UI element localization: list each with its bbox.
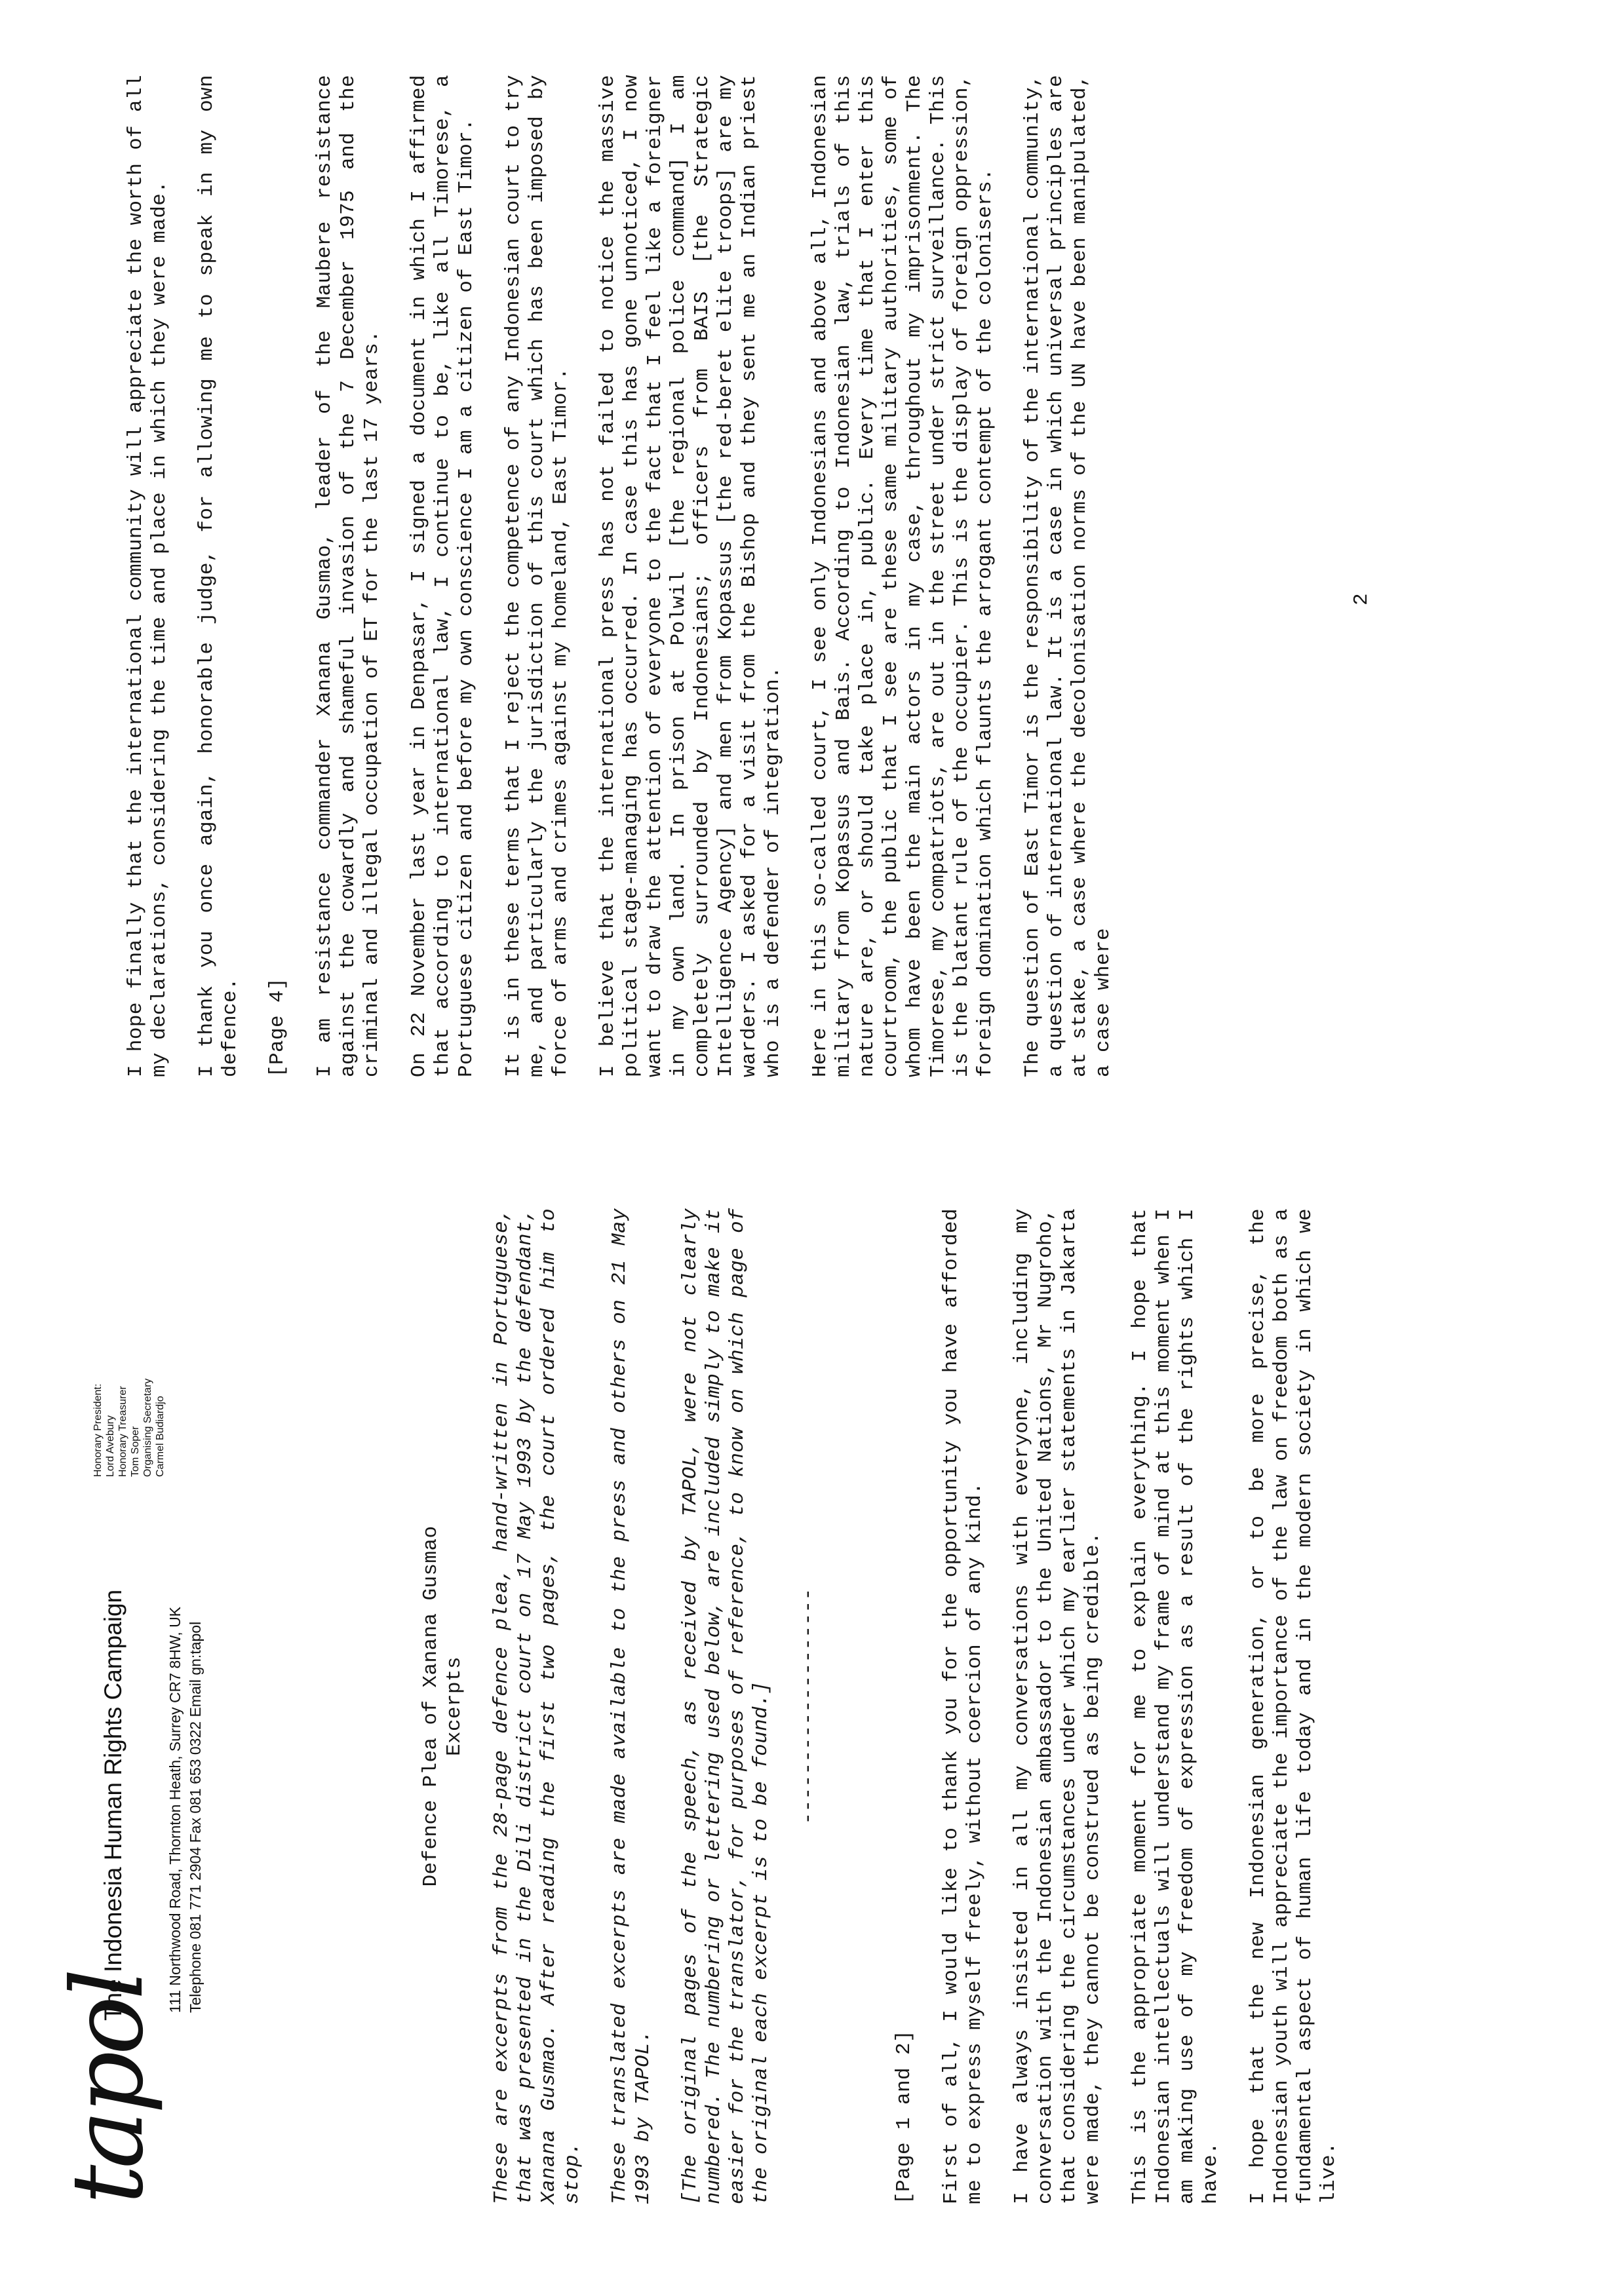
officer-line: Organising Secretary <box>142 1378 153 1477</box>
body-paragraph: I am resistance commander Xanana Gusmao, leader of the Maubere resistance against the cowardly and shameful invasion of the 7 December 1975 and the criminal and illegal occupation of ET for the last 17 years. <box>313 75 383 1077</box>
section-label: [Page 1 and 2] <box>893 2029 916 2204</box>
address-line: 111 Northwood Road, Thornton Heath, Surrey CR7 8HW, UK <box>166 1606 184 2013</box>
intro-paragraph: These translated excerpts are made available to the press and others on 21 May 1993 by TAPOL. <box>608 1208 655 2204</box>
body-paragraph: I hope that the new Indonesian generation, or to be more precise, the Indonesian youth will appreciate the importance of the law on freedom both as a fundamental aspect of human life today and in the modern society in which we live. <box>1247 1208 1340 2204</box>
officer-line: Tom Soper <box>130 1426 141 1477</box>
intro-paragraph: [The original pages of the speech, as received by TAPOL, were not clearly numbered. The numbering or lettering used below, are included simply to make it easier for the translator, for purposes of reference, to know on which page of the original each excerpt is to be found.] <box>679 1208 773 2204</box>
organisation-address <box>165 1607 206 2013</box>
body-paragraph: Here in this so-called court, I see only Indonesians and above all, Indonesian military from Kopassus and Bais. According to Indonesian law, trials of this nature are, or should take place in, public. Every time that I enter this courtroom, the public that I see are these same military authorities, some of whom have been the main actors in my case, throughout my imprisonment. The Timorese, my compatriots, are out in the street under strict surveillance. This is the blatant rule of the occupier. This is the display of foreign oppression, foreign domination which flaunts the arrogant contempt of the colonisers. <box>809 75 997 1077</box>
document-title-block <box>419 1208 467 2204</box>
officer-line: Lord Avebury <box>105 1415 116 1477</box>
intro-paragraph: These are excerpts from the 28-page defence plea, hand-written in Portuguese, that was presented in the Dili district court on 17 May 1993 by the defendant, Xanana Gusmao. After reading the first two pages, the court ordered him to stop. <box>490 1208 584 2204</box>
officer-line: Carmel Budiardjo <box>155 1396 166 1477</box>
officer-line: Honorary President: <box>92 1383 104 1477</box>
body-paragraph: This is the appropriate moment for me to explain everything. I hope that Indonesian intellectuals will understand my frame of mind at this moment when I am making use of my freedom of expression as a result of the rights which I have. <box>1129 1208 1222 2204</box>
document-subtitle: Excerpts <box>443 1656 466 1757</box>
body-paragraph: The question of East Timor is the responsibility of the international community, a question of international law. It is a case in which universal principles are at stake, a case where the decolonisation norms of the UN have been manipulated, a case where <box>1021 75 1115 1077</box>
body-paragraph: I believe that the international press has not failed to notice the massive political stage-managing has occurred. In case this has gone unnoticed, I now want to draw the attention of everyone to the fact that I feel like a foreigner in my own land. In prison at Polwil [the regional police command] I am completely surrounded by Indonesians; officers from BAIS [the Strategic Intelligence Agency] and men from Kopassus [the red-beret elite troops] are my warders. I asked for a visit from the Bishop and they sent me an Indian priest who is a defender of integration. <box>596 75 785 1077</box>
section-label: [Page 4] <box>266 977 289 1077</box>
body-paragraph: I have always insisted in all my conversations with everyone, including my conversation with the Indonesian ambassador to the United Nations, Mr Nugroho, that considering the circumstances under which my earlier statements in Jakarta were made, they cannot be construed as being credible. <box>1011 1208 1104 2204</box>
officers-list <box>92 1379 166 1477</box>
separator-line: ------------------- <box>797 1588 820 1825</box>
body-paragraph: I thank you once again, honorable judge, for allowing me to speak in my own defence. <box>195 75 242 1077</box>
document-title: Defence Plea of Xanana Gusmao <box>419 1525 442 1887</box>
body-paragraph: I hope finally that the international community will appreciate the worth of all my declarations, considering the time and place in which they were made. <box>125 75 171 1077</box>
contact-line: Telephone 081 771 2904 Fax 081 653 0322 Email gn:tapol <box>187 1621 204 2013</box>
body-paragraph: It is in these terms that I reject the competence of any Indonesian court to try me, and particularly the jurisdiction of this court which has been imposed by force of arms and crimes against my homeland, East Timor. <box>502 75 572 1077</box>
right-column <box>125 75 1139 1077</box>
body-paragraph: First of all, I would like to thank you for the opportunity you have afforded me to express myself freely, without coercion of any kind. <box>940 1208 986 2204</box>
body-paragraph: On 22 November last year in Denpasar, I signed a document in which I affirmed that according to international law, I continue to be, like all Timorese, a Portuguese citizen and before my own conscience I am a citizen of East Timor. <box>408 75 478 1077</box>
tapol-logo: tapol <box>51 1972 165 2204</box>
officer-line: Honorary Treasurer <box>117 1386 128 1477</box>
left-column <box>419 1208 1365 2204</box>
page-number: 2 <box>1350 593 1373 605</box>
organisation-name: The Indonesia Human Rights Campaign <box>100 1589 126 2021</box>
